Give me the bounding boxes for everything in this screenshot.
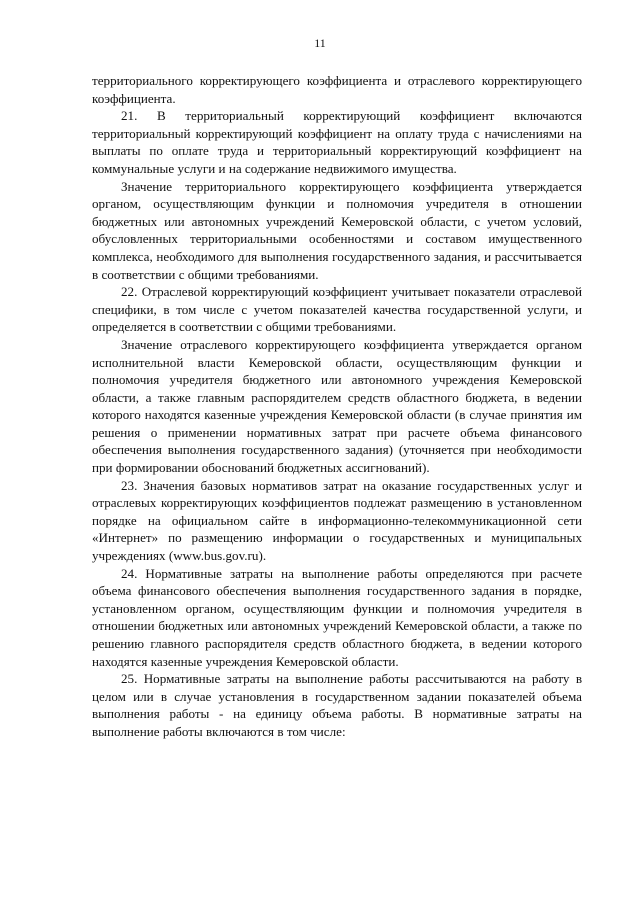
page-number: 11 — [314, 36, 326, 50]
paragraph-p24: 24. Нормативные затраты на выполнение работы определяются при расчете объема финансового обеспечения выполнения государственного задания в порядке, установленном органом, осуществляющим функции и полномочия учредителя в отношении бюджетных или автономных учреждений Кемеровской области, а также по решению главного распорядителя средств областного бюджета, в ведении которого находятся казенные учреждения Кемеровской области. — [92, 565, 582, 669]
paragraph-p23: 23. Значения базовых нормативов затрат на оказание государственных услуг и отраслевых корректирующих коэффициентов подлежат размещению в установленном порядке на официальном сайте в информационно-телекоммуникационной сети «Интернет» по размещению информации о государственных и муниципальных учреждениях (www.bus.gov.ru). — [92, 477, 582, 564]
paragraph-p22: 22. Отраслевой корректирующий коэффициент учитывает показатели отраслевой специфики, в том числе с учетом показателей качества государственной услуги, и определяется в соответствии с общими требованиями. — [92, 284, 582, 335]
paragraph-p21b: Значение территориального корректирующего коэффициента утверждается органом, осуществляющим функции и полномочия учредителя в отношении бюджетных или автономных учреждений Кемеровской области, с учетом условий, обусловленных территориальными особенностями и составом имущественного комплекса, необходимого для выполнения государственного задания, и рассчитывается в соответствии с общими требованиями. — [92, 178, 582, 282]
document-body — [92, 72, 582, 741]
paragraph-p22b: Значение отраслевого корректирующего коэффициента утверждается органом исполнительной власти Кемеровской области, осуществляющим функции и полномочия учредителя бюджетного или автономного учреждения Кемеровской области, а также главным распорядителем средств областного бюджета, в ведении которого находятся казенные учреждения Кемеровской области (в случае принятия им решения о применении нормативных затрат при расчете объема финансового обеспечения выполнения государственного задания) (уточняется при необходимости при формировании обоснований бюджетных ассигнований). — [92, 336, 582, 476]
paragraph-p25: 25. Нормативные затраты на выполнение работы рассчитываются на работу в целом или в случае установления в государственном задании показателей объема выполнения работы - на единицу объема работы. В нормативные затраты на выполнение работы включаются в том числе: — [92, 671, 582, 739]
paragraph-p0: территориального корректирующего коэффициента и отраслевого корректирующего коэффициента. — [92, 73, 582, 106]
paragraph-p21: 21. В территориальный корректирующий коэффициент включаются территориальный корректирующий коэффициент на оплату труда с начислениями на выплаты по оплате труда и территориальный корректирующий коэффициент на коммунальные услуги и на содержание недвижимого имущества. — [92, 108, 582, 176]
